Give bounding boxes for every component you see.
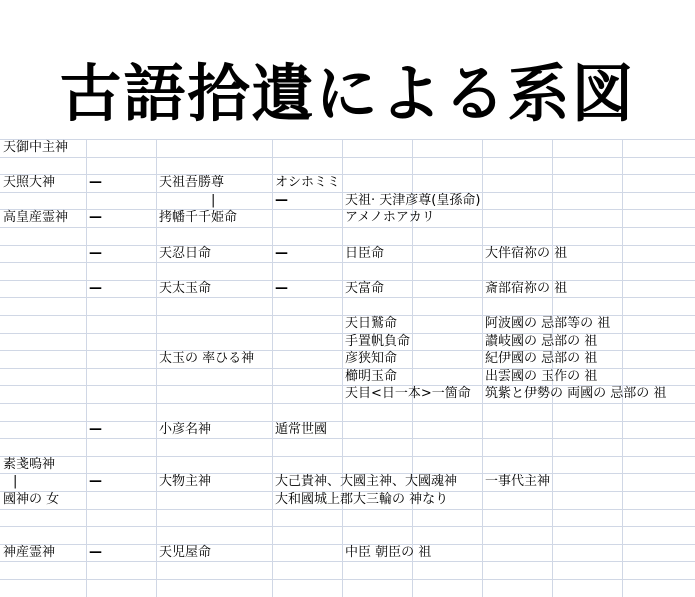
spreadsheet-grid [0,139,695,597]
cell-text: 大物主神 [159,474,212,489]
cell-text: 遁常世國 [275,422,328,437]
grid-row-line [0,157,695,158]
connector-dash: — [89,175,102,190]
cell-text: 一事代主神 [485,474,551,489]
cell-text: 天忍日命 [159,246,212,261]
grid-row-line [0,297,695,298]
cell-text: 紀伊國の 忌部の 祖 [485,351,598,366]
cell-text: 素戔嗚神 [3,457,56,472]
cell-text: 阿波國の 忌部等の 祖 [485,316,611,331]
cell-text: 拷幡千千姫命 [159,210,238,225]
cell-text: オシホミミ [275,175,341,190]
grid-row-line [0,526,695,527]
grid-column-line [156,139,157,597]
cell-text: 櫛明玉命 [345,369,398,384]
cell-text: 出雲國の 玉作の 祖 [485,369,598,384]
cell-text: 日臣命 [345,246,385,261]
grid-row-line [0,456,695,457]
cell-text: 天御中主神 [3,140,69,155]
connector-bar: | [211,193,216,208]
cell-text: 天照大神 [3,175,56,190]
grid-row-line [0,561,695,562]
cell-text: 高皇産霊神 [3,210,69,225]
grid-row-line [0,174,695,175]
cell-text: 中臣 朝臣の 祖 [345,545,432,560]
cell-text: 大伴宿祢の 祖 [485,246,568,261]
grid-row-line [0,403,695,404]
grid-column-line [86,139,87,597]
grid-row-line [0,509,695,510]
cell-text: 天富命 [345,281,385,296]
grid-row-line [0,139,695,140]
grid-row-line [0,262,695,263]
cell-text: 太玉の 率ひる神 [159,351,255,366]
connector-dash: — [275,246,288,261]
grid-row-line [0,579,695,580]
cell-text: 彦狭知命 [345,351,398,366]
grid-row-line [0,421,695,422]
connector-bar: | [13,474,18,489]
cell-text: 天祖· 天津彦尊(皇孫命) [345,193,481,208]
cell-text: 天太玉命 [159,281,212,296]
cell-text: 大和國城上郡大三輪の 神なり [275,492,449,507]
connector-dash: — [89,474,102,489]
cell-text: 神産霊神 [3,545,56,560]
cell-text: アメノホアカリ [345,210,435,225]
cell-text: 手置帆負命 [345,334,411,349]
cell-text: 筑紫と伊勢の 両國の 忌部の 祖 [485,386,667,401]
cell-text: 天目<日一本>一箇命 [345,386,471,401]
grid-row-line [0,438,695,439]
cell-text: 天日鷲命 [345,316,398,331]
connector-dash: — [89,281,102,296]
cell-text: 大己貴神、大國主神、大國魂神 [275,474,458,489]
cell-text: 斎部宿祢の 祖 [485,281,568,296]
connector-dash: — [89,545,102,560]
cell-text: 天祖吾勝尊 [159,175,225,190]
connector-dash: — [89,210,102,225]
cell-text: 國神の 女 [3,492,60,507]
cell-text: 天児屋命 [159,545,212,560]
connector-dash: — [275,193,288,208]
connector-dash: — [89,246,102,261]
grid-row-line [0,227,695,228]
page-title: 古語拾遺による系図 [59,57,636,130]
cell-text: 小彦名神 [159,422,212,437]
cell-text: 讃岐國の 忌部の 祖 [485,334,598,349]
grid-column-line [622,139,623,597]
connector-dash: — [89,422,102,437]
connector-dash: — [275,281,288,296]
